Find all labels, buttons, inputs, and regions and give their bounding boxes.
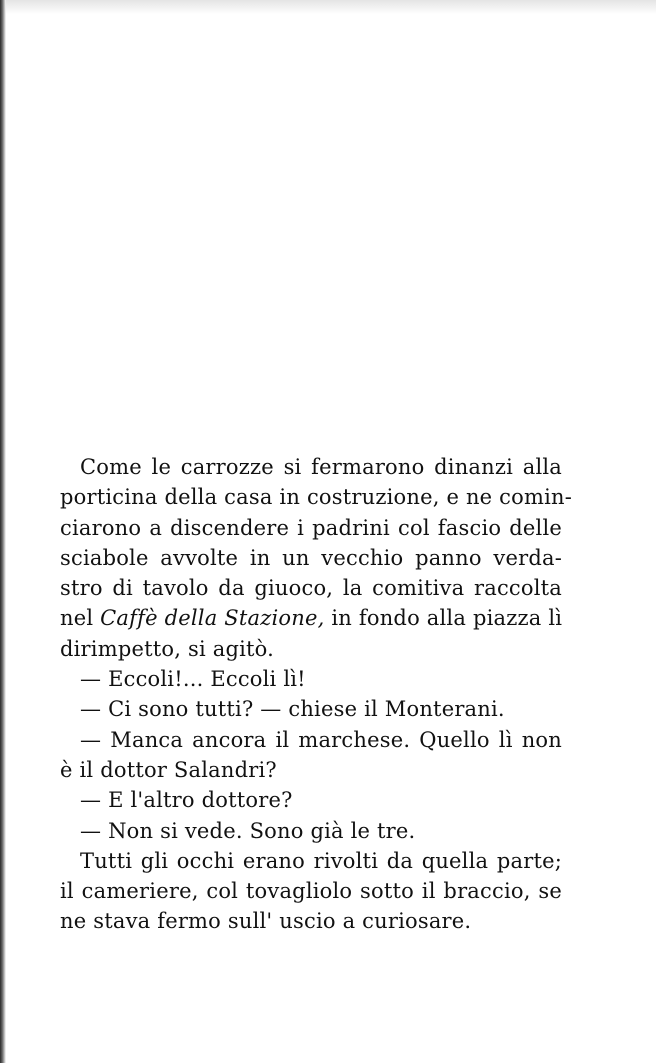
- text-segment: in fondo alla piazza lì: [324, 606, 563, 631]
- dialogue-line: è il dottor Salandri?: [60, 757, 277, 782]
- text-line: ciarono a discendere i padrini col fascio delle: [60, 515, 562, 540]
- body-text: [60, 452, 573, 937]
- dialogue-line: — E l'altro dottore?: [80, 788, 293, 813]
- text-line: porticina della casa in costruzione, e ne comin-: [60, 485, 573, 510]
- text-segment: nel: [60, 606, 101, 631]
- dialogue-line: — Eccoli!... Eccoli lì!: [80, 667, 306, 692]
- text-line: Tutti gli occhi erano rivolti da quella parte;: [80, 848, 562, 873]
- text-line: dirimpetto, si agitò.: [60, 636, 275, 661]
- italic-title: Caffè della Stazione,: [100, 606, 325, 631]
- text-line: stro di tavolo da giuoco, la comitiva raccolta: [60, 576, 562, 601]
- text-line: sciabole avvolte in un vecchio panno verda-: [60, 545, 562, 570]
- dialogue-line: — Manca ancora il marchese. Quello lì non: [80, 727, 562, 752]
- text-line-with-italic: [60, 603, 562, 633]
- dialogue-line: — Ci sono tutti? — chiese il Monterani.: [80, 697, 505, 722]
- page-top-edge: [0, 0, 656, 14]
- text-line: Come le carrozze si fermarono dinanzi alla: [80, 455, 562, 479]
- dialogue-line: — Non si vede. Sono già le tre.: [80, 818, 416, 843]
- page-binding-edge: [0, 0, 6, 1063]
- text-line: il cameriere, col tovagliolo sotto il braccio, se: [60, 879, 562, 904]
- text-line: ne stava fermo sull' uscio a curiosare.: [60, 909, 472, 934]
